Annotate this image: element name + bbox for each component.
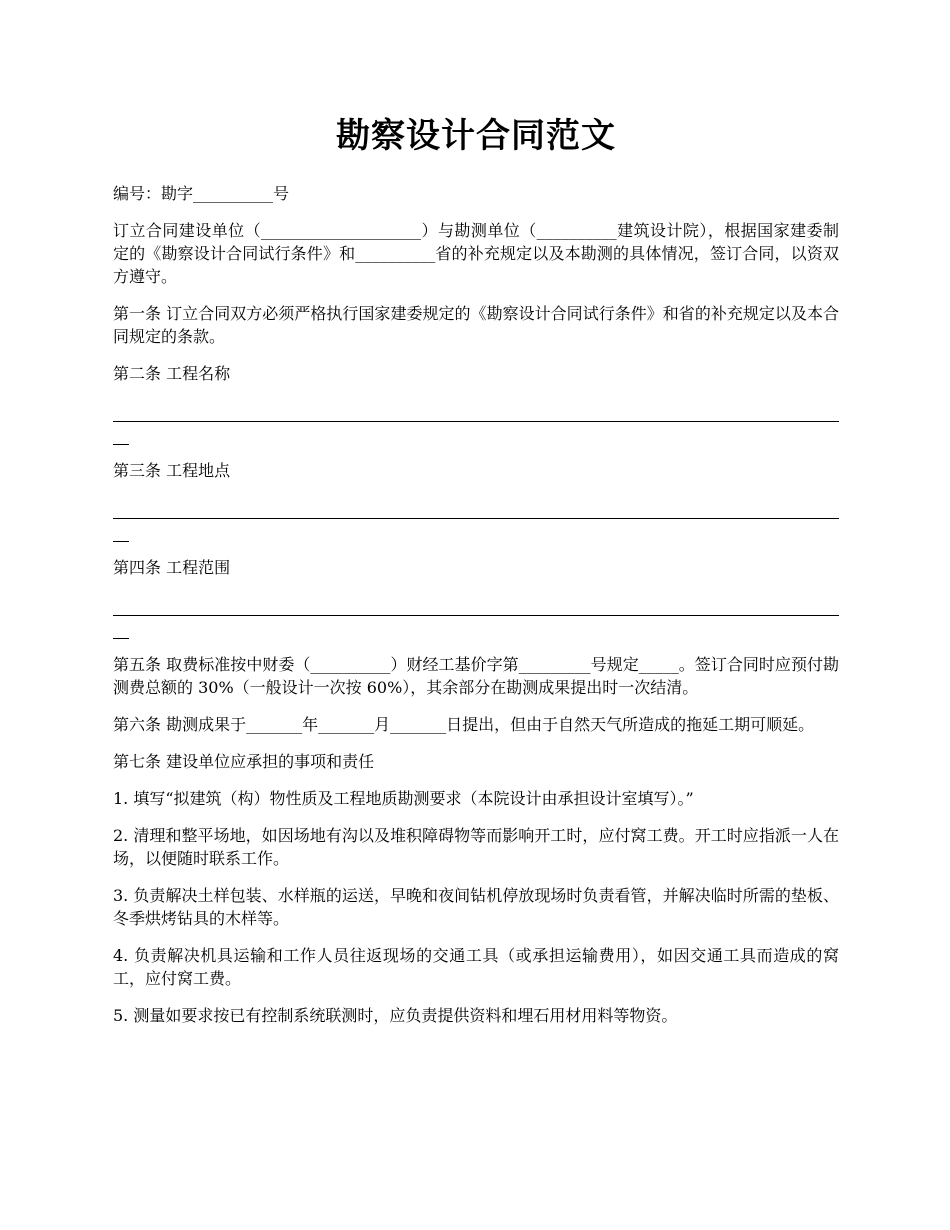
list-item: 1. 填写“拟建筑（构）物性质及工程地质勘测要求（本院设计由承担设计室填写）。” [113, 789, 694, 808]
article-3-heading: 第三条 工程地点 [113, 461, 231, 480]
intro-paragraph: 订立合同建设单位（____________________）与勘测单位（__________建筑设计院），根据国家建委制定的《勘察设计合同试行条件》和__________省的补充规定以及本勘测的具体情况，签订合同，以资双方遵守。 [113, 221, 839, 286]
article-5: 第五条 取费标准按中财委（__________）财经工基价字第_________号规定_____。签订合同时应预付勘测费总额的 30%（一般设计一次按 60%），其余部分在勘测成果提出时一次结清。 [113, 655, 839, 697]
fill-line-tail [113, 519, 129, 542]
list-item: 3. 负责解决土样包装、水样瓶的运送，早晚和夜间钻机停放现场时负责看管，并解决临时所需的垫板、冬季烘烤钻具的木样等。 [113, 886, 839, 928]
list-item: 4. 负责解决机具运输和工作人员往返现场的交通工具（或承担运输费用），如因交通工具而造成的窝工，应付窝工费。 [113, 946, 839, 988]
project-scope-blank [113, 593, 839, 639]
project-name-blank [113, 399, 839, 445]
list-item: 5. 测量如要求按已有控制系统联测时，应负责提供资料和埋石用材用料等物资。 [113, 1006, 678, 1025]
document-page [113, 0, 839, 1027]
fill-line-tail [113, 422, 129, 445]
article-2-heading: 第二条 工程名称 [113, 364, 231, 383]
fill-line-tail [113, 616, 129, 639]
contract-number: 编号：勘字__________号 [113, 184, 290, 203]
fill-line [113, 399, 839, 422]
article-7-heading: 第七条 建设单位应承担的事项和责任 [113, 752, 375, 771]
list-item: 2. 清理和整平场地，如因场地有沟以及堆积障碍物等而影响开工时，应付窝工费。开工时应指派一人在场，以便随时联系工作。 [113, 826, 839, 868]
fill-line [113, 496, 839, 519]
article-6: 第六条 勘测成果于_______年_______月_______日提出，但由于自然天气所造成的拖延工期可顺延。 [113, 715, 815, 734]
project-location-blank [113, 496, 839, 542]
document-title: 勘察设计合同范文 [336, 116, 616, 156]
fill-line [113, 593, 839, 616]
article-4-heading: 第四条 工程范围 [113, 558, 231, 577]
article-1: 第一条 订立合同双方必须严格执行国家建委规定的《勘察设计合同试行条件》和省的补充规定以及本合同规定的条款。 [113, 304, 839, 346]
